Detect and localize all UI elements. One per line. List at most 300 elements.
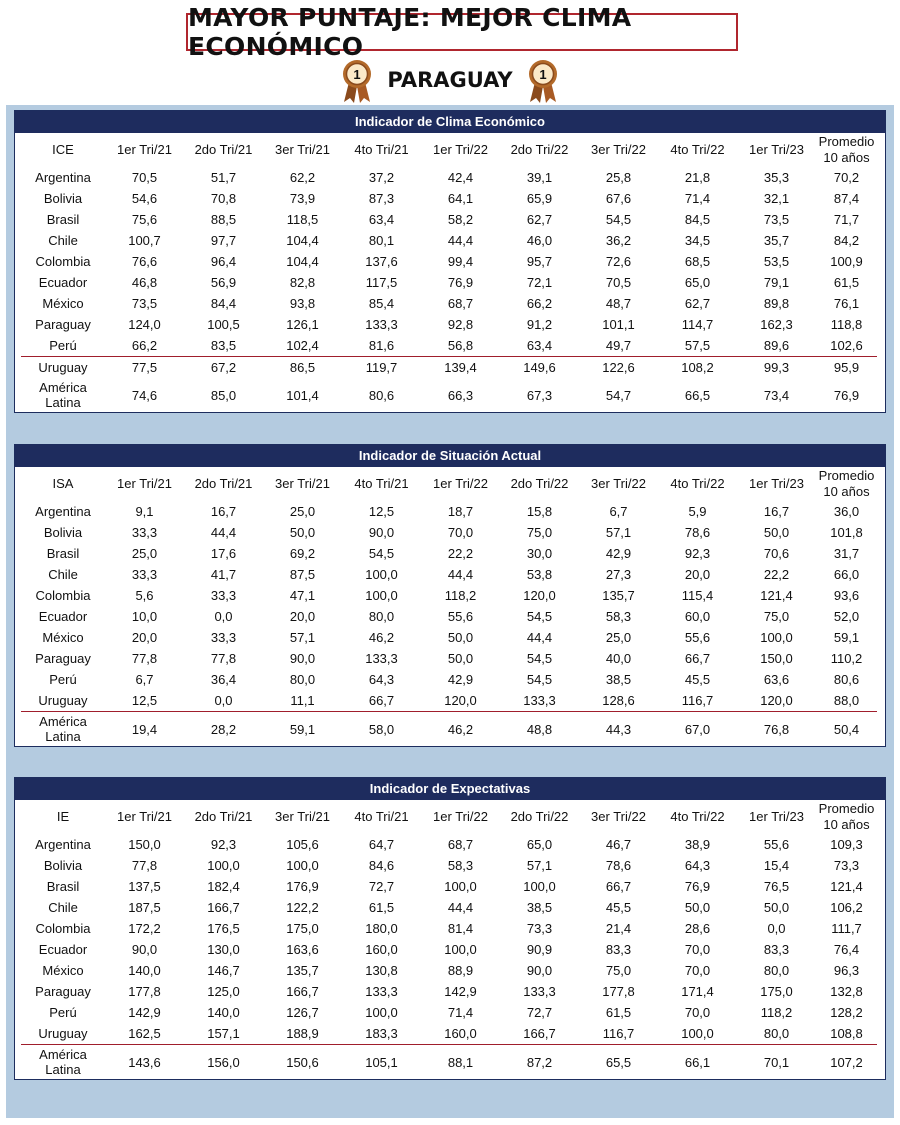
value-cell: 77,5 (131, 360, 158, 375)
value-cell: 84,5 (684, 212, 711, 227)
value-cell: 20,0 (289, 609, 316, 624)
value-cell: 79,1 (763, 275, 790, 290)
country-name: Bolivia (43, 858, 83, 873)
value-cell: 120,0 (421, 690, 500, 712)
value-cell: 46,2 (447, 721, 474, 737)
value-cell: 59,1 (289, 721, 316, 737)
value-cell: 30,0 (526, 546, 553, 561)
value-cell: 88,0 (816, 690, 877, 712)
value-cell: 83,3 (763, 942, 790, 957)
value-cell: 57,5 (658, 335, 737, 357)
value-cell: 115,4 (681, 588, 714, 603)
value-cell: 73,9 (289, 191, 316, 206)
column-header: 1er Tri/23 (749, 809, 804, 824)
country-name: Uruguay (21, 690, 105, 712)
value-cell: 100,5 (207, 317, 240, 332)
value-cell: 44,4 (447, 233, 474, 248)
value-cell: 68,7 (447, 296, 474, 311)
value-cell: 125,0 (207, 984, 240, 999)
value-cell: 110,2 (830, 651, 863, 666)
value-cell: 6,7 (135, 672, 154, 687)
value-cell: 40,0 (605, 651, 632, 666)
latam-label-line2: Latina (45, 395, 81, 410)
table-row (21, 564, 877, 585)
value-cell: 70,0 (684, 942, 711, 957)
value-cell: 62,7 (526, 212, 553, 227)
value-cell: 92,8 (447, 317, 474, 332)
value-cell: 166,7 (207, 900, 240, 915)
value-cell: 162,5 (105, 1023, 184, 1045)
value-cell: 44,3 (605, 721, 632, 737)
table-title: Indicador de Situación Actual (15, 445, 885, 467)
value-cell: 64,3 (368, 672, 395, 687)
value-cell: 109,3 (830, 837, 863, 852)
value-cell: 140,0 (207, 1005, 240, 1020)
value-cell: 58,0 (368, 721, 395, 737)
value-cell: 72,6 (605, 254, 632, 269)
value-cell: 27,3 (605, 567, 632, 582)
value-cell: 11,1 (263, 690, 342, 712)
value-cell: 53,8 (526, 567, 553, 582)
table-row (21, 1002, 877, 1023)
value-cell: 56,8 (421, 335, 500, 357)
value-cell: 177,8 (602, 984, 635, 999)
value-cell: 139,4 (444, 360, 477, 375)
value-cell: 171,4 (681, 984, 714, 999)
table-row (21, 648, 877, 669)
value-cell: 50,0 (763, 900, 790, 915)
column-header: 1er Tri/22 (433, 476, 488, 491)
table-row (21, 1023, 877, 1045)
value-cell: 65,5 (605, 1054, 632, 1070)
value-cell: 150,0 (128, 837, 161, 852)
value-cell: 80,0 (289, 672, 316, 687)
value-cell: 73,3 (526, 921, 553, 936)
value-cell: 33,3 (210, 630, 237, 645)
value-cell: 48,8 (526, 721, 553, 737)
value-cell: 58,3 (605, 609, 632, 624)
value-cell: 64,7 (368, 837, 395, 852)
value-cell: 81,4 (447, 921, 474, 936)
column-header: 1er Tri/23 (749, 142, 804, 157)
value-cell: 99,3 (763, 360, 790, 375)
value-cell: 142,9 (128, 1005, 161, 1020)
value-cell: 67,6 (605, 191, 632, 206)
column-header: 1er Tri/21 (117, 476, 172, 491)
value-cell: 175,0 (286, 921, 319, 936)
table-row (21, 167, 877, 188)
table-panel-ice (14, 110, 886, 413)
value-cell: 85,0 (210, 387, 237, 403)
value-cell: 62,7 (684, 296, 711, 311)
value-cell: 63,6 (763, 672, 790, 687)
table-row (21, 981, 877, 1002)
value-cell: 44,4 (526, 630, 553, 645)
value-cell: 122,6 (602, 360, 635, 375)
table-header-row (21, 467, 877, 501)
value-cell: 66,1 (684, 1054, 711, 1070)
value-cell: 25,8 (605, 170, 632, 185)
value-cell: 36,0 (833, 504, 860, 519)
value-cell: 77,8 (210, 651, 237, 666)
table-row (21, 960, 877, 981)
value-cell: 70,5 (605, 275, 632, 290)
value-cell: 175,0 (760, 984, 793, 999)
value-cell: 9,1 (135, 504, 154, 519)
value-cell: 0,0 (767, 921, 786, 936)
value-cell: 121,4 (760, 588, 793, 603)
value-cell: 36,2 (605, 233, 632, 248)
average-header (816, 800, 877, 834)
indicator-table (21, 800, 877, 1079)
value-cell: 72,7 (368, 879, 395, 894)
value-cell: 70,5 (131, 170, 158, 185)
value-cell: 162,3 (760, 317, 793, 332)
country-name: Perú (49, 672, 77, 687)
indicator-table (21, 133, 877, 412)
value-cell: 18,7 (447, 504, 474, 519)
value-cell: 63,4 (500, 335, 579, 357)
value-cell: 80,0 (737, 1023, 816, 1045)
value-cell: 93,8 (289, 296, 316, 311)
value-cell: 100,0 (760, 630, 793, 645)
value-cell: 80,6 (833, 672, 860, 687)
column-header: 4to Tri/21 (354, 809, 409, 824)
value-cell: 72,7 (526, 1005, 553, 1020)
average-header-line2: 10 años (823, 484, 870, 499)
value-cell: 83,5 (184, 335, 263, 357)
table-row (21, 939, 877, 960)
value-cell: 105,1 (365, 1054, 398, 1070)
value-cell: 68,7 (447, 837, 474, 852)
value-cell: 28,6 (684, 921, 711, 936)
value-cell: 85,4 (368, 296, 395, 311)
latam-label-line1: América (39, 380, 87, 395)
value-cell: 88,9 (447, 963, 474, 978)
value-cell: 75,0 (526, 525, 553, 540)
value-cell: 101,4 (286, 387, 319, 403)
value-cell: 133,3 (523, 984, 556, 999)
value-cell: 12,5 (105, 690, 184, 712)
value-cell: 143,6 (128, 1054, 161, 1070)
value-cell: 38,5 (605, 672, 632, 687)
value-cell: 38,9 (684, 837, 711, 852)
value-cell: 70,0 (684, 1005, 711, 1020)
value-cell: 176,5 (207, 921, 240, 936)
table-panel-ie (14, 777, 886, 1080)
value-cell: 57,1 (605, 525, 632, 540)
value-cell: 76,4 (833, 942, 860, 957)
medal-icon (526, 58, 560, 104)
value-cell: 25,0 (289, 504, 316, 519)
average-header (816, 133, 877, 167)
value-cell: 81,6 (342, 335, 421, 357)
value-cell: 76,8 (763, 721, 790, 737)
value-cell: 70,0 (684, 963, 711, 978)
value-cell: 124,0 (128, 317, 161, 332)
value-cell: 157,1 (184, 1023, 263, 1045)
table-header-row (21, 133, 877, 167)
average-header-line1: Promedio (818, 134, 875, 149)
value-cell: 95,9 (833, 360, 860, 375)
value-cell: 92,3 (210, 837, 237, 852)
value-cell: 177,8 (128, 984, 161, 999)
latam-label-line1: América (39, 1047, 87, 1062)
page-title-box (186, 3, 738, 61)
country-name: Colombia (35, 254, 91, 269)
table-row (21, 585, 877, 606)
table-row (21, 357, 877, 379)
column-header: 2do Tri/22 (510, 142, 569, 157)
value-cell: 176,9 (286, 879, 319, 894)
value-cell: 46,0 (526, 233, 553, 248)
country-name: Argentina (35, 837, 91, 852)
country-name: Perú (21, 335, 105, 357)
value-cell: 99,4 (447, 254, 474, 269)
country-name: Brasil (46, 212, 80, 227)
value-cell: 20,0 (131, 630, 158, 645)
value-cell: 100,0 (365, 1005, 398, 1020)
table-row (21, 522, 877, 543)
value-cell: 67,0 (684, 721, 711, 737)
column-header: 3er Tri/22 (591, 142, 646, 157)
value-cell: 33,3 (131, 567, 158, 582)
value-cell: 37,2 (368, 170, 395, 185)
value-cell: 100,0 (444, 879, 477, 894)
value-cell: 50,0 (289, 525, 316, 540)
table-row (21, 897, 877, 918)
value-cell: 90,0 (526, 963, 553, 978)
value-cell: 46,7 (605, 837, 632, 852)
value-cell: 130,8 (365, 963, 398, 978)
value-cell: 86,5 (289, 360, 316, 375)
value-cell: 92,3 (684, 546, 711, 561)
table-row (21, 272, 877, 293)
country-name: México (42, 963, 84, 978)
country-name: México (42, 296, 84, 311)
value-cell: 106,2 (830, 900, 863, 915)
column-header: 1er Tri/23 (749, 476, 804, 491)
column-header: 1er Tri/22 (433, 142, 488, 157)
value-cell: 160,0 (365, 942, 398, 957)
value-cell: 188,9 (263, 1023, 342, 1045)
table-row (21, 627, 877, 648)
value-cell: 64,1 (447, 191, 474, 206)
column-header: 3er Tri/22 (591, 476, 646, 491)
page-title: MAYOR PUNTAJE: MEJOR CLIMA ECONÓMICO (188, 3, 632, 61)
value-cell: 70,0 (447, 525, 474, 540)
value-cell: 77,8 (131, 858, 158, 873)
country-name: Perú (49, 1005, 77, 1020)
value-cell: 96,4 (210, 254, 237, 269)
table-row (21, 876, 877, 897)
table-title: Indicador de Expectativas (15, 778, 885, 800)
country-name: Chile (48, 233, 78, 248)
value-cell: 41,7 (210, 567, 237, 582)
value-cell: 84,2 (833, 233, 860, 248)
value-cell: 25,0 (605, 630, 632, 645)
value-cell: 102,4 (263, 335, 342, 357)
value-cell: 53,5 (763, 254, 790, 269)
value-cell: 100,7 (128, 233, 161, 248)
value-cell: 55,6 (684, 630, 711, 645)
table-row (21, 543, 877, 564)
value-cell: 121,4 (830, 879, 863, 894)
value-cell: 100,0 (207, 858, 240, 873)
value-cell: 54,6 (131, 191, 158, 206)
value-cell: 35,7 (763, 233, 790, 248)
country-name: Brasil (46, 879, 80, 894)
value-cell: 65,0 (526, 837, 553, 852)
table-row (21, 834, 877, 855)
value-cell: 76,1 (833, 296, 860, 311)
value-cell: 71,7 (833, 212, 860, 227)
country-name: Chile (48, 900, 78, 915)
value-cell: 84,6 (368, 858, 395, 873)
value-cell: 66,2 (526, 296, 553, 311)
value-cell: 45,5 (684, 672, 711, 687)
value-cell: 54,7 (605, 387, 632, 403)
value-cell: 58,2 (447, 212, 474, 227)
value-cell: 66,7 (684, 651, 711, 666)
value-cell: 133,3 (365, 317, 398, 332)
value-cell: 128,2 (830, 1005, 863, 1020)
value-cell: 117,5 (365, 275, 398, 290)
value-cell: 84,4 (210, 296, 237, 311)
winner-name: PARAGUAY (387, 68, 513, 92)
country-name: Argentina (35, 504, 91, 519)
country-name: Bolivia (43, 191, 83, 206)
table-row-latam (21, 378, 877, 412)
value-cell: 78,6 (605, 858, 632, 873)
value-cell: 63,4 (368, 212, 395, 227)
value-cell: 97,7 (210, 233, 237, 248)
value-cell: 90,0 (131, 942, 158, 957)
value-cell: 61,5 (368, 900, 395, 915)
column-header: 1er Tri/21 (117, 809, 172, 824)
value-cell: 50,0 (447, 651, 474, 666)
value-cell: 132,8 (830, 984, 863, 999)
column-header: 2do Tri/21 (194, 142, 253, 157)
value-cell: 5,6 (135, 588, 154, 603)
value-cell: 120,0 (737, 690, 816, 712)
value-cell: 183,3 (342, 1023, 421, 1045)
column-header: 1er Tri/21 (117, 142, 172, 157)
table-row (21, 209, 877, 230)
value-cell: 48,7 (605, 296, 632, 311)
country-name: Paraguay (35, 984, 91, 999)
value-cell: 89,8 (763, 296, 790, 311)
value-cell: 114,7 (681, 317, 714, 332)
average-header (816, 467, 877, 501)
value-cell: 111,7 (831, 921, 862, 936)
country-name: Brasil (46, 546, 80, 561)
value-cell: 50,0 (447, 630, 474, 645)
value-cell: 150,0 (760, 651, 793, 666)
value-cell: 142,9 (444, 984, 477, 999)
value-cell: 22,2 (763, 567, 790, 582)
value-cell: 76,6 (131, 254, 158, 269)
value-cell: 33,3 (210, 588, 237, 603)
country-name: Paraguay (35, 651, 91, 666)
value-cell: 32,1 (763, 191, 790, 206)
value-cell: 95,7 (526, 254, 553, 269)
value-cell: 25,0 (131, 546, 158, 561)
value-cell: 80,0 (368, 609, 395, 624)
table-row-latam (21, 712, 877, 747)
value-cell: 90,9 (526, 942, 553, 957)
indicator-code: IE (56, 809, 70, 824)
value-cell: 133,3 (365, 651, 398, 666)
table-row (21, 335, 877, 357)
value-cell: 58,3 (447, 858, 474, 873)
value-cell: 166,7 (286, 984, 319, 999)
value-cell: 172,2 (128, 921, 161, 936)
value-cell: 182,4 (207, 879, 240, 894)
value-cell: 61,5 (833, 275, 860, 290)
value-cell: 126,1 (286, 317, 319, 332)
country-name: Ecuador (38, 942, 88, 957)
value-cell: 77,8 (131, 651, 158, 666)
value-cell: 19,4 (131, 721, 158, 737)
value-cell: 87,4 (833, 191, 860, 206)
medal-rank-text: 1 (353, 67, 361, 82)
value-cell: 21,4 (605, 921, 632, 936)
value-cell: 150,6 (286, 1054, 319, 1070)
latam-label (21, 378, 105, 412)
value-cell: 50,4 (833, 721, 860, 737)
value-cell: 116,7 (579, 1023, 658, 1045)
table-row (21, 251, 877, 272)
value-cell: 64,3 (684, 858, 711, 873)
value-cell: 60,0 (684, 609, 711, 624)
table-header-row (21, 800, 877, 834)
value-cell: 61,5 (605, 1005, 632, 1020)
value-cell: 180,0 (365, 921, 398, 936)
country-name: Uruguay (21, 1023, 105, 1045)
value-cell: 100,0 (365, 567, 398, 582)
value-cell: 83,3 (605, 942, 632, 957)
value-cell: 133,3 (500, 690, 579, 712)
value-cell: 101,1 (602, 317, 635, 332)
value-cell: 36,4 (210, 672, 237, 687)
average-header-line1: Promedio (818, 468, 875, 483)
value-cell: 73,3 (833, 858, 860, 873)
value-cell: 104,4 (286, 233, 319, 248)
value-cell: 137,6 (365, 254, 398, 269)
indicator-code: ICE (52, 142, 74, 157)
value-cell: 46,8 (131, 275, 158, 290)
value-cell: 187,5 (128, 900, 161, 915)
value-cell: 75,0 (605, 963, 632, 978)
value-cell: 44,4 (210, 525, 237, 540)
country-name: Paraguay (35, 317, 91, 332)
value-cell: 87,5 (289, 567, 316, 582)
value-cell: 87,2 (526, 1054, 553, 1070)
value-cell: 80,1 (368, 233, 395, 248)
value-cell: 100,9 (830, 254, 863, 269)
value-cell: 38,5 (526, 900, 553, 915)
column-header: 3er Tri/21 (275, 809, 330, 824)
latam-label-line1: América (39, 714, 87, 729)
value-cell: 59,1 (833, 630, 860, 645)
value-cell: 42,9 (447, 672, 474, 687)
value-cell: 54,5 (605, 212, 632, 227)
value-cell: 28,2 (210, 721, 237, 737)
value-cell: 149,6 (523, 360, 556, 375)
value-cell: 100,0 (286, 858, 319, 873)
value-cell: 135,7 (286, 963, 319, 978)
